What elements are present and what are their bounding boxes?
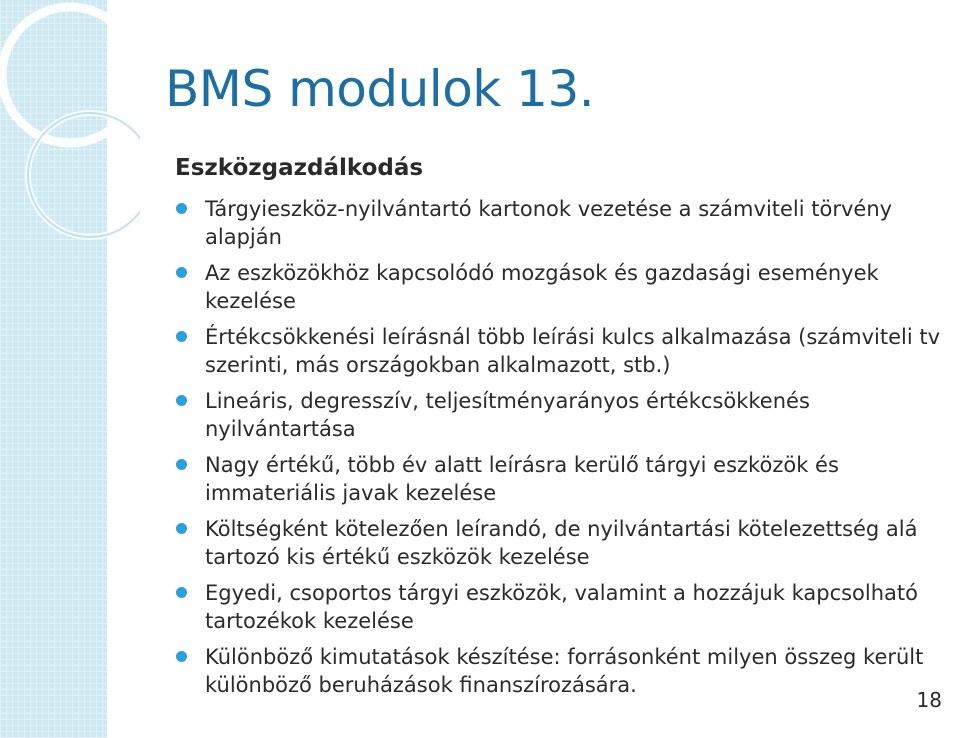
- slide-content: [175, 155, 945, 707]
- slide-title: BMS modulok 13.: [165, 60, 595, 118]
- bullet-icon: [176, 523, 187, 534]
- bullet-item: [175, 387, 945, 443]
- bullet-icon: [176, 395, 187, 406]
- section-heading: Eszközgazdálkodás: [175, 155, 424, 181]
- bullet-icon: [176, 267, 187, 278]
- bullet-icon: [176, 459, 187, 470]
- bullet-text: Az eszközökhöz kapcsolódó mozgások és gazdasági események kezelése: [205, 261, 879, 313]
- bullet-item: [175, 451, 945, 507]
- bullet-item: [175, 323, 945, 379]
- bullet-text: Egyedi, csoportos tárgyi eszközök, valamint a hozzájuk kapcsolható tartozékok kezelése: [205, 581, 918, 633]
- bullet-text: Különböző kimutatások készítése: forrásonként milyen összeg került különböző beruházások finanszírozására.: [205, 645, 924, 697]
- bullet-icon: [176, 651, 187, 662]
- bullet-icon: [176, 331, 187, 342]
- bullet-item: [175, 195, 945, 251]
- bullet-item: [175, 259, 945, 315]
- bullet-text: Lineáris, degresszív, teljesítményarányos értékcsökkenés nyilvántartása: [205, 389, 810, 441]
- bullet-icon: [176, 587, 187, 598]
- bullet-text: Költségként kötelezően leírandó, de nyilvántartási kötelezettség alá tartozó kis értékű eszközök kezelése: [205, 517, 918, 569]
- bullet-text: Értékcsökkenési leírásnál több leírási kulcs alkalmazása (számviteli tv szerinti, más országokban alkalmazott, stb.): [205, 325, 941, 377]
- bullet-list: [175, 195, 945, 699]
- bullet-icon: [176, 203, 187, 214]
- bullet-item: [175, 515, 945, 571]
- bullet-text: Tárgyieszköz-nyilvántartó kartonok vezetése a számviteli törvény alapján: [205, 197, 893, 249]
- bullet-text: Nagy értékű, több év alatt leírásra kerülő tárgyi eszközök és immateriális javak kezelése: [205, 453, 839, 505]
- page-number: 18: [916, 688, 942, 712]
- decorative-circles: [0, 0, 140, 260]
- bullet-item: [175, 579, 945, 635]
- bullet-item: [175, 643, 945, 699]
